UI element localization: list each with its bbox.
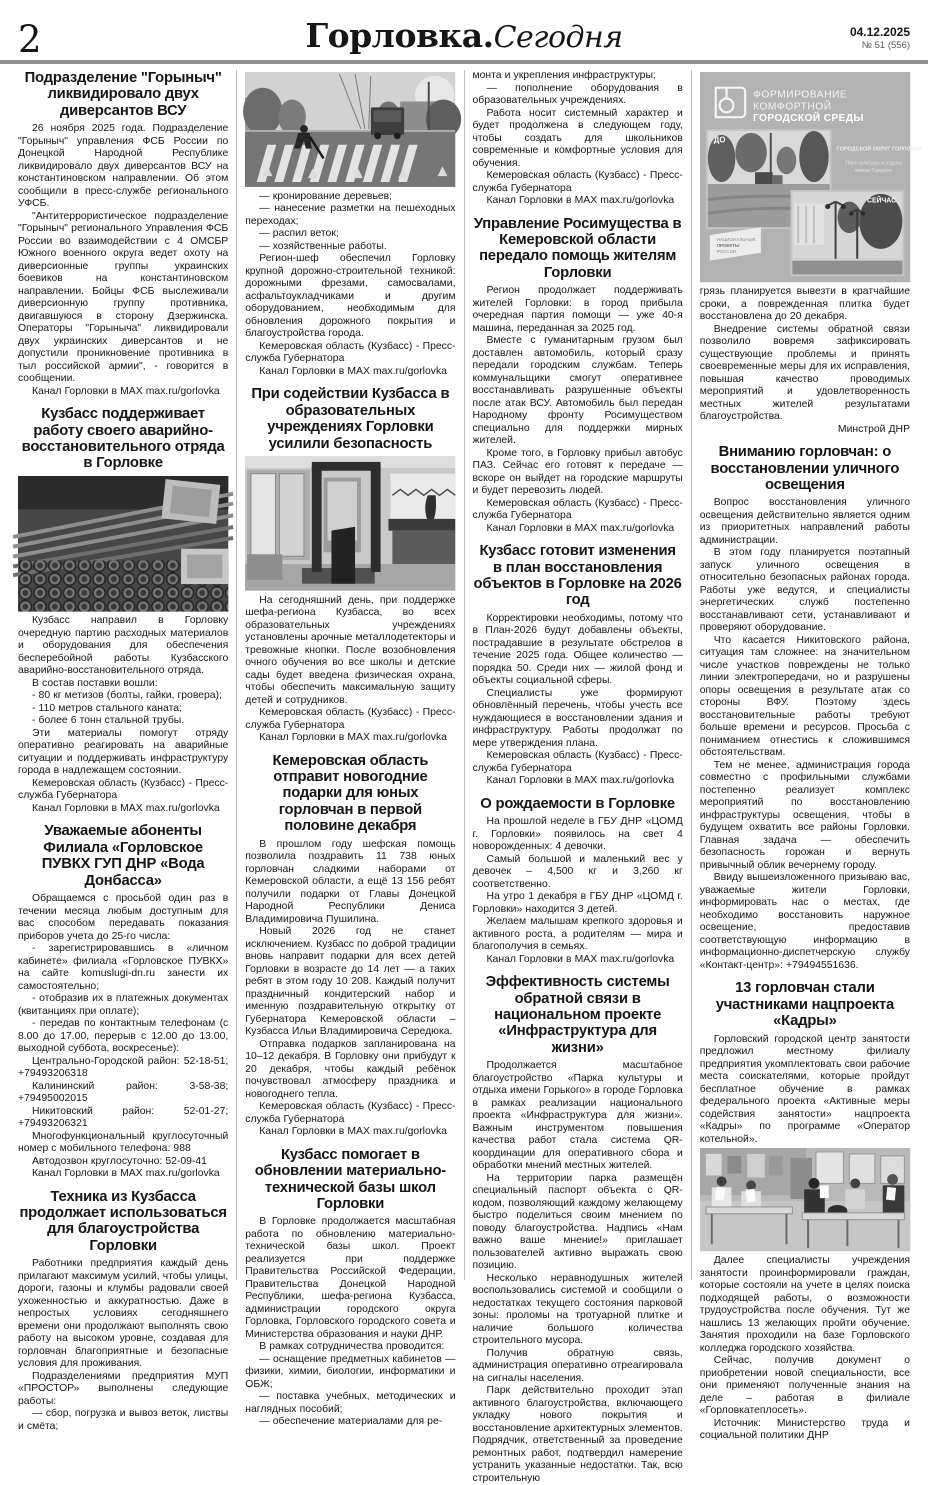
article-paragraph: Получив обратную связь, администрация оперативно отреагировала на сигналы населения. xyxy=(472,1347,683,1384)
masthead-subtitle: Сегодня xyxy=(493,20,623,55)
article-headline: Эффективность системы обратной связи в национальном проекте «Инфраструктура для жизни» xyxy=(485,974,670,1056)
article-paragraph: Регион-шеф обеспечил Горловку крупной дорожно-строительной техникой: дорожными фрезами, самосвалами, асфальтоукладчиками и другим оборудованием, необходимым для обновления дорожного покрытия и благоустройства города. xyxy=(245,253,456,340)
article-paragraph: Канал Горловки в MAX max.ru/gorlovka xyxy=(32,802,220,814)
article-paragraph: Эти материалы помогут отряду оперативно реагировать на аварийные ситуации и поддерживать инфраструктуру города в надлежащем состоянии. xyxy=(18,727,229,777)
after-photo xyxy=(790,190,904,276)
svg-text:ГОРОДСКОЙ ОКРУГ ГОРЛОВКА: ГОРОДСКОЙ ОКРУГ ГОРЛОВКА xyxy=(836,146,922,153)
column-3 xyxy=(464,70,691,1484)
article-headline: Кузбасс помогает в обновлении материально-технической базы школ Горловки xyxy=(254,1146,447,1212)
article-paragraph: Кемеровская область (Кузбасс) - Пресс-служба Губернатора xyxy=(245,1101,456,1125)
article-paragraph: — пополнение оборудования в образовательных учреждениях. xyxy=(472,82,683,106)
article-paragraph: 26 ноября 2025 года. Подразделение "Горыныч" управления ФСБ России по Донецкой Народной Республике ликвидировало двух диверсантов ВСУ на константиновском направлении. Об этом сообщили в пресс-службе регионального УФСБ. xyxy=(18,123,229,210)
article-paragraph: Самый большой и маленький вес у девочек – 4,500 кг и 3,260 кг соответственно. xyxy=(472,853,683,890)
article-paragraph: На утро 1 декабря в ГБУ ДНР «ЦОМД г. Горловки» находится 3 детей. xyxy=(472,891,683,915)
article-paragraph: Кроме того, в Горловку прибыл автобус ПАЗ. Сейчас его готовят к передаче — вскоре он выйдет на городские маршруты и будет перевозить людей. xyxy=(472,447,683,497)
article-paragraph: На прошлой неделе в ГБУ ДНР «ЦОМД г. Горловки» появилось на свет 4 новорожденных: 4 девочки. xyxy=(472,816,683,853)
article-paragraph: На территории парка размещён специальный паспорт объекта с QR-кодом, позволяющий каждому желающему быстро поделиться своим мнением по поводу благоустройства. Надпись «Нам важно ваше мнение!» приглашает пользователей активно выражать свою позицию. xyxy=(472,1172,683,1272)
column-4 xyxy=(691,70,922,1442)
article-paragraph: — сбор, погрузка и вывоз веток, листвы и смёта; xyxy=(18,1408,229,1432)
article-paragraph: Канал Горловки в MAX max.ru/gorlovka xyxy=(259,1126,447,1138)
article-headline: Подразделение "Горыныч" ликвидировало двух диверсантов ВСУ xyxy=(24,70,222,119)
article-paragraph: Канал Горловки в MAX max.ru/gorlovka xyxy=(259,732,447,744)
article-paragraph: Работники предприятия каждый день прилагают максимум усилий, чтобы улицы, дороги, газоны и клумбы радовали своей ухоженностью и аккуратностью. Даже в непростых условиях сегодняшнего времени они продолжают выполнять свою работу на высоком уровне, создавая для горловчан благоприятные и безопасные условия для проживания. xyxy=(18,1258,229,1370)
article-paragraph: Подразделениями предприятия МУП «ПРОСТОР» выполнены следующие работы: xyxy=(18,1370,229,1407)
article-paragraph: Желаем малышам крепкого здоровья и активного роста, а родителям — мира и благополучия в семьях. xyxy=(472,916,683,953)
article-paragraph: Внедрение системы обратной связи позволило вовремя зафиксировать существующие проблемы и принять своевременные меры для их исправления, повышая качество проводимых мероприятий и удовлетворенность местных жителей результатами благоустройства. xyxy=(699,323,910,423)
article-paragraph: Вопрос восстановления уличного освещения действительно является одним из приоритетных направлений работы администрации. xyxy=(699,497,910,546)
fkgs-poster-art xyxy=(700,72,922,282)
article-paragraph: Сейчас, получив документ о приобретении новой специальности, все они применяют полученные знания на деле – работая в филиале «Горловкатеплосеть». xyxy=(699,1355,910,1417)
article-paragraph: В состав поставки вошли: xyxy=(32,677,158,689)
issue-number: № 51 (556) xyxy=(861,40,910,51)
article-paragraph: — нанесение разметки на пешеходных переходах; xyxy=(245,203,456,227)
article-paragraph: Кузбасс направил в Горловку очередную партию расходных материалов и оборудования для обеспечения бесперебойной работы Кузбасского аварийно-восстановительного отряда. xyxy=(18,615,229,677)
columns xyxy=(0,64,928,1484)
article-headline: При содействии Кузбасса в образовательных учреждениях Горловки усилили безопасность xyxy=(251,386,450,452)
article-paragraph: Канал Горловки в MAX max.ru/gorlovka xyxy=(259,365,447,377)
article-paragraph: Кемеровская область (Кузбасс) - Пресс-служба Губернатора xyxy=(245,340,456,365)
article-paragraph: Калининский район: 3-58-38; +79495002015 xyxy=(18,1080,229,1105)
article-paragraph: - зарегистрировавшись в «личном кабинете» филиала «Горловское ПУВКХ» на сайте komuslugi-dn.ru занести их самостоятельно; xyxy=(18,943,229,992)
svg-text:ФОРМИРОВАНИЕ: ФОРМИРОВАНИЕ xyxy=(752,89,848,101)
article-paragraph: Кемеровская область (Кузбасс) - Пресс-служба Губернатора xyxy=(18,777,229,802)
article-headline: Кузбасс готовит изменения в план восстановления объектов в Горловке на 2026 год xyxy=(473,543,682,609)
article-paragraph: грязь планируется вывезти в кратчайшие сроки, а поврежденная плитка будет восстановлена до 20 декабря. xyxy=(699,286,910,323)
source-line: Источник: Министерство труда и социальной политики ДНР xyxy=(699,1417,910,1442)
svg-text:РОССИИ: РОССИИ xyxy=(716,248,736,254)
article-paragraph: — распил веток; xyxy=(259,228,339,240)
article-paragraph: Ввиду вышеизложенного призываю вас, уважаемые жители Горловки, информировать нас о местах, где необходимо восстановить наружное освещение, предоставив соответствующую информацию в информационно-диспетчерскую службу «Контакт-центр»: +79494551636. xyxy=(699,872,910,971)
article-paragraph: Обращаемся с просьбой один раз в течении месяца любым доступным для вас способом передавать показания приборов учета до 25-го числа: xyxy=(18,893,229,942)
article-paragraph: Специалисты уже формируют обновлённый перечень, чтобы учесть все нуждающиеся в восстановлении здания и инфраструктуру. Работы продолжат по мере утверждения плана. xyxy=(472,687,683,749)
issue-info xyxy=(623,25,910,55)
svg-text:НАЦИОНАЛЬНЫЕ: НАЦИОНАЛЬНЫЕ xyxy=(716,236,756,242)
article-paragraph: Продолжается масштабное благоустройство «Парка культуры и отдыха имени Горького» в городе Горловка в рамках реализации национального проекта «Инфраструктура для жизни». Важным инструментом повышения качества работ стала система QR-координации для оперативного сбора и обработки мнений местных жителей. xyxy=(472,1060,683,1172)
article-paragraph: Канал Горловки в MAX max.ru/gorlovka xyxy=(486,953,675,965)
article-paragraph: На сегодняшний день, при поддержке шефа-региона Кузбасса, во всех образовательных учреждениях установлены арочные металлодетекторы и тревожные кнопки. После возобновления очного обучения во все школы и детские сады будет введена физическая охрана, чтобы обеспечить максимальную защиту детей и сотрудников. xyxy=(245,594,456,706)
page-header xyxy=(0,0,928,64)
article-paragraph: Центрально-Городской район: 52-18-51; +79493206318 xyxy=(18,1055,229,1080)
svg-text:СЕЙЧАС: СЕЙЧАС xyxy=(866,197,896,205)
article-paragraph: Кемеровская область (Кузбасс) - Пресс-служба Губернатора xyxy=(472,497,683,522)
school-entrance-photo xyxy=(245,456,455,591)
article-paragraph: Кемеровская область (Кузбасс) - Пресс-служба Губернатора xyxy=(245,707,456,731)
article-headline: 13 горловчан стали участниками нацпроекта «Кадры» xyxy=(715,980,895,1030)
article-headline: О рождаемости в Горловке xyxy=(480,795,675,812)
svg-text:ПРОЕКТЫ: ПРОЕКТЫ xyxy=(716,242,740,248)
article-paragraph: Тем не менее, администрация города совместно с профильными службами постепенно реализует комплекс мероприятий по восстановлению инфраструктуры освещения, чтобы в будущем охватить все районы Горловки. Главная задача — обеспечить безопасность горожан и вернуть привычный облик вечернему городу. xyxy=(699,759,910,871)
article-paragraph: Горловский городской центр занятости предложил местному филиалу предприятия укомплектовать свои рабочие места соискателями, которые пройдут бесплатное обучение в рамках федерального проекта «Активные меры содействия занятости» нацпроекта «Кадры» по программе «Оператор котельной». xyxy=(699,1033,910,1145)
classroom-photo xyxy=(700,1148,910,1251)
svg-text:ДО: ДО xyxy=(713,135,726,145)
classroom-photo-art xyxy=(700,1148,910,1251)
article-paragraph: Канал Горловки в MAX max.ru/gorlovka xyxy=(32,385,220,397)
article-paragraph: Корректировки необходимы, потому что в План-2026 будут добавлены объекты, пострадавшие в результате обстрелов в течение 2025 года. Общее количество — порядка 50. Среди них — жилой фонд и объекты социальной сферы. xyxy=(472,612,683,687)
article-paragraph: Канал Горловки в MAX max.ru/gorlovka xyxy=(486,522,675,534)
article-paragraph: Никитовский район: 52-01-27; +79493206321 xyxy=(18,1105,229,1130)
fkgs-poster xyxy=(700,72,922,282)
masthead-title: Горловка. xyxy=(305,16,494,55)
road-marking-photo xyxy=(245,72,455,187)
svg-text:ГОРОДСКОЙ СРЕДЫ: ГОРОДСКОЙ СРЕДЫ xyxy=(752,113,864,125)
article-paragraph: Далее специалисты учреждения занятости проинформировали граждан, которые состояли на учете в целях поиска подходящей работы, о возможности трудоустройства после обучения. Тут же нашлись 13 желающих пройти обучение. Занятия проходили на базе Горловского колледжа городского хозяйства. xyxy=(699,1255,910,1354)
article-paragraph: В этом году планируется поэтапный запуск уличного освещения в относительно безопасных районах города. Работы уже ведутся, и специалисты энергетических служб постепенно восстанавливают сети, устанавливают и проверяют оборудование. xyxy=(699,547,910,634)
article-paragraph: Автодозвон круглосуточно: 52-09-41 xyxy=(32,1155,207,1167)
article-paragraph: — оснащение предметных кабинетов — физики, химии, биологии, информатики и ОБЖ; xyxy=(245,1353,456,1390)
article-paragraph: Вместе с гуманитарным грузом был доставлен автомобиль, который сразу передали городским службам. Теперь коммунальщики смогут оперативнее восстанавливать разрушенные объекты после атак ВСУ. Автомобиль был передан Народному фронту Росимуществом специально для поддержки мирных жителей. xyxy=(472,335,683,447)
article-headline: Техника из Кузбасса продолжает использоваться для благоустройства Горловки xyxy=(19,1188,227,1254)
svg-text:имени Горького: имени Горького xyxy=(854,168,892,175)
article-paragraph: монта и укрепления инфраструктуры; xyxy=(472,70,656,81)
article-paragraph: Новый 2026 год не станет исключением. Кузбасс по доброй традиции вновь направит подарки для всех детей Горловки в возрасте до 14 лет — а таких ребят в этом году 10 208. Каждый получит праздничный кондитерский набор и именную поздравительную открытку от Губернатора Кемеровской области – Кузбасса Ильи Владимировича Середюка. xyxy=(245,926,456,1038)
article-paragraph: Отправка подарков запланирована на 10–12 декабря. В Горловку они прибудут к 20 декабря, чтобы каждый ребёнок почувствовал атмосферу праздника и новогоднего тепла. xyxy=(245,1038,456,1100)
page-number: 2 xyxy=(18,18,42,62)
article-paragraph: - более 6 тонн стальной трубы. xyxy=(32,715,185,727)
article-paragraph: Кемеровская область (Кузбасс) - Пресс-служба Губернатора xyxy=(472,750,683,774)
column-1 xyxy=(18,70,236,1432)
article-paragraph: - 110 метров стального каната; xyxy=(32,702,182,714)
pipes-photo xyxy=(18,476,228,612)
article-paragraph: Работа носит системный характер и будет продолжена в следующем году, чтобы создать для школьников современные и комфортные условия для обучения. xyxy=(472,107,683,169)
article-paragraph: — обеспечение материалами для ре- xyxy=(259,1416,443,1428)
article-paragraph: — кронирование деревьев; xyxy=(259,190,393,202)
article-headline: Уважаемые абоненты Филиала «Горловское ПУВКХ ГУП ДНР «Вода Донбасса» xyxy=(41,823,205,889)
article-headline: Вниманию горловчан: о восстановлении уличного освещения xyxy=(710,444,900,494)
article-paragraph: - 80 кг метизов (болты, гайки, гровера); xyxy=(32,690,222,702)
article-paragraph: — поставка учебных, методических и наглядных пособий; xyxy=(245,1391,456,1415)
masthead xyxy=(305,16,622,55)
article-paragraph: — хозяйственные работы. xyxy=(259,240,387,252)
svg-text:КОМФОРТНОЙ: КОМФОРТНОЙ xyxy=(752,101,832,113)
article-paragraph: Канал Горловки в MAX max.ru/gorlovka xyxy=(32,1168,220,1180)
article-paragraph: Канал Горловки в MAX max.ru/gorlovka xyxy=(486,775,675,787)
article-paragraph: Кемеровская область (Кузбасс) - Пресс-служба Губернатора xyxy=(472,170,683,194)
article-paragraph: Парк действительно проходит этап активного благоустройства, включающего укладку нового покрытия и восстановление архитектурных элементов. Подрядчик, ответственный за проведение ремонтных работ, подтвердил намерение устранить указанные недостатки. Так, всю строительную xyxy=(472,1385,683,1484)
article-paragraph: - передав по контактным телефонам (с 8.00 до 17.00, перерыв с 12.00 до 13.00, выходной суббота, воскресенье): xyxy=(18,1018,229,1055)
svg-text:Парк культуры и отдыха: Парк культуры и отдыха xyxy=(845,160,902,167)
article-headline: Кузбасс поддерживает работу своего аварийно-восстановительного отряда в Горловке xyxy=(21,406,225,472)
pipes-photo-art xyxy=(18,476,228,612)
issue-date: 04.12.2025 xyxy=(849,25,910,39)
article-paragraph: Несколько неравнодушных жителей воспользовались системой и сообщили о недостатках текущего состояния парковой зоны: проломы на тротуарной плитке и наличие большого количества строительного мусора. xyxy=(472,1272,683,1347)
article-paragraph: В рамках сотрудничества проводится: xyxy=(259,1341,445,1353)
byline: Минстрой ДНР xyxy=(837,423,910,435)
article-paragraph: В прошлом году шефская помощь позволила поздравить 11 738 юных горловчан сладкими наборами от Кемеровской области, а ещё 13 156 ребят получили подарки от Главы Донецкой Народной Республики Дениса Владимировича Пушилина. xyxy=(245,838,456,925)
article-paragraph: Что касается Никитовского района, ситуация там сложнее: на значительном числе участков повреждены не только линии электропередачи, но и разрушены опоры освещения в результате атак со стороны ВФУ. Поэтому здесь восстановительные работы требуют больше времени и ресурсов. Просьба с пониманием отнестись к сложившимся обстоятельствам. xyxy=(699,634,910,759)
column-2 xyxy=(236,70,463,1428)
article-paragraph: Многофункциональный круглосуточный номер с мобильного телефона: 988 xyxy=(18,1130,229,1155)
article-headline: Кемеровская область отправит новогодние подарки для юных горловчан в первой половине декабря xyxy=(272,752,429,835)
school-entrance-photo-art xyxy=(245,456,455,591)
article-paragraph: Канал Горловки в MAX max.ru/gorlovka xyxy=(486,195,675,206)
article-paragraph: В Горловке продолжается масштабная работа по обновлению материально-технической базы школ. Проект реализуется при поддержке Правительства Российской Федерации, Правительства Донецкой Народной Республики, шефа-региона Кузбасса, администрации городского округа Горловка, Горловского городского совета и Министерства образования и науки ДНР. xyxy=(245,1216,456,1340)
article-paragraph: "Антитеррористическое подразделение "Горыныч" регионального Управления ФСБ России во взаимодействии с 4 ОМСБР Южного военного округа ведет охоту на диверсионные группы украинских боевиков на константиновском направлении. Бойцы ФСБ выслеживали диверсионную группу противника, двигавшуюся в сторону Дзержинска. Операторы "Горыныча" ликвидировали двух украинских диверсантов и не допустили проникновение противника в тыл российской армии", - говорится в сообщении. xyxy=(18,210,229,385)
article-headline: Управление Росимущества в Кемеровской области передало помощь жителям Горловки xyxy=(473,215,682,281)
article-paragraph: - отобразив их в платежных документах (квитанциях при оплате); xyxy=(18,993,229,1017)
article-paragraph: Регион продолжает поддерживать жителей Горловки: в город прибыла очередная партия помощи — уже 40-я машина, переданная за 2025 год. xyxy=(472,285,683,334)
road-marking-photo-art xyxy=(245,72,455,187)
